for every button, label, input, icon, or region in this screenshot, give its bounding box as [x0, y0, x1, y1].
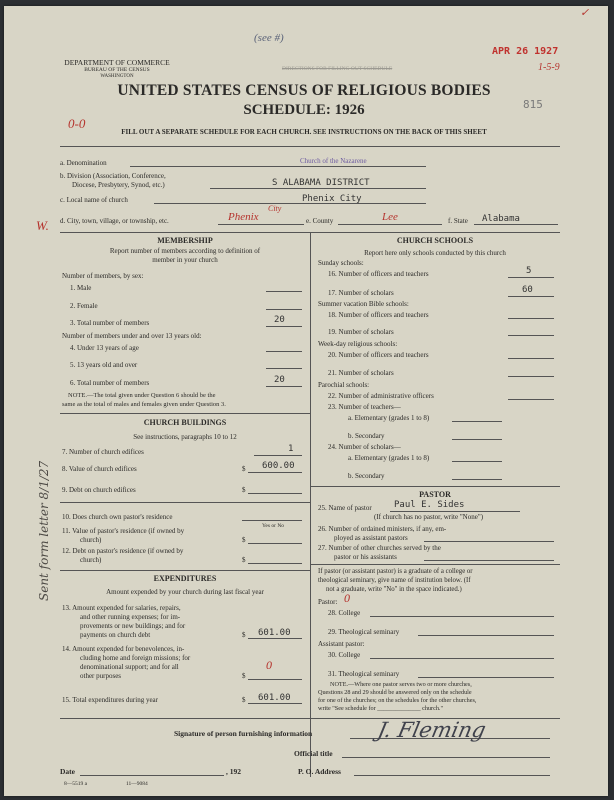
column-divider — [310, 232, 311, 777]
weekday-schools-label: Week-day religious schools: — [318, 340, 398, 348]
city-line — [218, 224, 304, 225]
q24b-label: b. Secondary — [348, 472, 385, 480]
q11-dollar: $ — [242, 536, 246, 544]
q12-dollar: $ — [242, 556, 246, 564]
division-line — [210, 188, 426, 189]
pastor-label: Pastor: — [318, 598, 338, 606]
q23b-line — [452, 439, 502, 440]
q25-label: 25. Name of pastor — [318, 504, 372, 512]
q8-line — [248, 472, 302, 473]
q21-label: 21. Number of scholars — [328, 369, 394, 377]
margin-note: Sent form letter 8/1/27 — [37, 460, 51, 601]
q5-over-13: 5. 13 years old and over — [70, 361, 138, 369]
q11-residence-value-2: church) — [80, 536, 102, 544]
local-name-label: c. Local name of church — [60, 196, 128, 204]
q24b-line — [452, 479, 502, 480]
assistant-pastor-label: Assistant pastor: — [318, 640, 365, 648]
local-name-line — [154, 203, 426, 204]
q22-line — [508, 399, 554, 400]
struck-heading: DIRECTIONS FOR FILLING OUT SCHEDULE — [282, 66, 393, 72]
q31-line — [418, 677, 554, 678]
q21-line — [508, 376, 554, 377]
q7-line — [254, 455, 302, 456]
pastor-value: 0 — [344, 591, 350, 605]
q14-value: 0 — [266, 658, 272, 672]
q13-dollar: $ — [242, 631, 246, 639]
county-line — [338, 224, 442, 225]
po-address-label: P. O. Address — [298, 767, 341, 776]
q12-residence-debt: 12. Debt on pastor's residence (if owned by — [62, 547, 184, 555]
membership-sub-2: member in your church — [152, 256, 218, 264]
pastor-note-2: Questions 28 and 29 should be answered only on the schedule — [318, 689, 472, 696]
denomination-value: Church of the Nazarene — [300, 157, 367, 165]
q14-label-3: denominational support; and for all — [80, 663, 179, 671]
stamp-code: 1-5-9 — [538, 62, 560, 73]
form-title: UNITED STATES CENSUS OF RELIGIOUS BODIES — [117, 82, 491, 99]
q13-line — [248, 638, 302, 639]
pastor-note-4: write "See schedule for ______________ church." — [318, 705, 443, 712]
q6-line — [266, 386, 302, 387]
divider — [60, 413, 310, 414]
schedule-title: SCHEDULE: 1926 — [243, 102, 365, 118]
schools-sub: Report here only schools conducted by this church — [364, 249, 506, 257]
graduate-instruction-2: theological seminary, give name of institution below. (If — [318, 577, 471, 584]
city-label: d. City, town, village, or township, etc. — [60, 217, 169, 225]
q4-under-13: 4. Under 13 years of age — [70, 344, 139, 352]
q8-value-edifices: 8. Value of church edifices — [62, 465, 137, 473]
q27-label-2: pastor or his assistants — [334, 553, 397, 561]
q1-male: 1. Male — [70, 284, 92, 292]
q28-label: 28. College — [328, 609, 361, 617]
q12-line — [248, 563, 302, 564]
official-title-line — [342, 757, 550, 758]
age-label: Number of members under and over 13 years old: — [62, 332, 202, 340]
schedule-number: 815 — [523, 98, 543, 111]
signature-label: Signature of person furnishing information — [174, 729, 313, 738]
buildings-heading: CHURCH BUILDINGS — [143, 418, 227, 427]
q24a-line — [452, 461, 502, 462]
po-address-line — [354, 775, 550, 776]
q11-line — [248, 543, 302, 544]
q20-label: 20. Number of officers and teachers — [328, 351, 429, 359]
state-line — [474, 224, 558, 225]
division-label: b. Division (Association, Conference, — [60, 172, 166, 180]
q7-edifices: 7. Number of church edifices — [62, 448, 144, 456]
q13-label: 13. Amount expended for salaries, repairs, — [62, 604, 181, 612]
graduate-instruction: If pastor (or assistant pastor) is a graduate of a college or — [318, 568, 473, 575]
q27-label: 27. Number of other churches served by the — [318, 544, 441, 552]
q14-label-4: other purposes — [80, 672, 122, 680]
q14-label: 14. Amount expended for benevolences, in- — [62, 645, 185, 653]
q3-total: 3. Total number of members — [70, 319, 150, 327]
q1-line — [266, 291, 302, 292]
q3-value: 20 — [274, 315, 285, 325]
sunday-schools-label: Sunday schools: — [318, 259, 364, 267]
red-code: 0-0 — [68, 116, 86, 131]
bureau-city: WASHINGTON — [100, 74, 134, 79]
denomination-line — [130, 166, 426, 167]
county-label: e. County — [306, 217, 334, 225]
q13-value: 601.00 — [258, 628, 291, 638]
parochial-schools-label: Parochial schools: — [318, 381, 370, 389]
q14-label-2: cluding home and foreign missions; for — [80, 654, 191, 662]
official-title-label: Official title — [294, 749, 333, 758]
summer-schools-label: Summer vacation Bible schools: — [318, 300, 409, 308]
expenditures-heading: EXPENDITURES — [153, 574, 217, 583]
signature: J. Fleming — [375, 718, 489, 742]
pastor-note-3: for one of the churches; on the schedules for the other churches, — [318, 697, 477, 704]
members-by-sex-label: Number of members, by sex: — [62, 272, 144, 280]
city-value: Phenix — [228, 211, 259, 223]
q16-value: 5 — [526, 266, 532, 276]
q26-label: 26. Number of ordained ministers, if any, em- — [318, 525, 447, 533]
q26-line — [424, 541, 554, 542]
q5-line — [266, 368, 302, 369]
q12-residence-debt-2: church) — [80, 556, 102, 564]
q25-value: Paul E. Sides — [394, 500, 465, 510]
q30-label: 30. College — [328, 651, 361, 659]
q11-residence-value: 11. Value of pastor's residence (if owned by — [62, 527, 185, 535]
q15-line — [248, 703, 302, 704]
divider — [310, 564, 560, 565]
denomination-label: a. Denomination — [60, 159, 107, 167]
q8-dollar: $ — [242, 465, 246, 473]
graduate-instruction-3: not a graduate, write "No" in the space indicated.) — [326, 586, 462, 593]
q23a-label: a. Elementary (grades 1 to 8) — [348, 414, 430, 422]
schools-heading: CHURCH SCHOOLS — [396, 236, 474, 245]
q19-line — [508, 335, 554, 336]
q14-line — [248, 679, 302, 680]
check-mark: ✓ — [580, 7, 590, 19]
q22-label: 22. Number of administrative officers — [328, 392, 434, 400]
divider — [60, 502, 310, 503]
q18-line — [508, 318, 554, 319]
q13-label-4: payments on church debt — [80, 631, 151, 639]
q31-label: 31. Theological seminary — [328, 670, 400, 678]
q13-label-3: provements or new buildings; and for — [80, 622, 186, 630]
date-label: Date — [60, 767, 75, 776]
q15-total: 15. Total expenditures during year — [62, 696, 158, 704]
state-value: Alabama — [482, 214, 520, 224]
q17-label: 17. Number of scholars — [328, 289, 394, 297]
q8-value: 600.00 — [262, 461, 295, 471]
date-line — [80, 775, 224, 776]
membership-note: NOTE.—The total given under Question 6 should be the — [68, 392, 216, 399]
divider — [60, 146, 560, 147]
bureau-name: BUREAU OF THE CENSUS — [84, 67, 150, 73]
q15-value: 601.00 — [258, 693, 291, 703]
q10-line — [242, 520, 302, 521]
q20-line — [508, 358, 554, 359]
q17-line — [508, 296, 554, 297]
q3-line — [266, 326, 302, 327]
date-year: , 192 — [226, 767, 241, 776]
buildings-sub: See instructions, paragraphs 10 to 12 — [133, 433, 237, 441]
city-value-2: City — [268, 204, 282, 213]
yes-no-hint: Yes or No — [262, 523, 285, 529]
state-label: f. State — [448, 217, 468, 225]
q27-line — [424, 560, 554, 561]
q9-line — [248, 493, 302, 494]
q25-note: (If church has no pastor, write "None") — [374, 513, 484, 521]
q13-label-2: and other running expenses; for im- — [80, 613, 181, 621]
census-schedule-page — [4, 6, 608, 796]
q28-line — [370, 616, 554, 617]
membership-note-2: same as the total of males and females given under Question 3. — [62, 401, 226, 408]
q10-residence: 10. Does church own pastor's residence — [62, 513, 173, 521]
pastor-note: NOTE.—Where one pastor serves two or more churches, — [330, 681, 472, 688]
divider — [60, 570, 310, 571]
q14-dollar: $ — [242, 672, 246, 680]
q15-dollar: $ — [242, 696, 246, 704]
q18-label: 18. Number of officers and teachers — [328, 311, 429, 319]
q30-line — [370, 658, 554, 659]
q2-female: 2. Female — [70, 302, 98, 310]
q25-line — [390, 511, 520, 512]
q4-line — [266, 351, 302, 352]
local-name-value: Phenix City — [302, 194, 362, 204]
q16-label: 16. Number of officers and teachers — [328, 270, 429, 278]
expenditures-sub: Amount expended by your church during last fiscal year — [106, 588, 264, 596]
membership-heading: MEMBERSHIP — [157, 236, 213, 245]
q19-label: 19. Number of scholars — [328, 328, 394, 336]
q26-label-2: ployed as assistant pastors — [334, 534, 408, 542]
q23-label: 23. Number of teachers— — [328, 403, 401, 411]
q9-debt: 9. Debt on church edifices — [62, 486, 136, 494]
division-label-2: Diocese, Presbytery, Synod, etc.) — [72, 181, 165, 189]
divider — [310, 486, 560, 487]
received-stamp: APR 26 1927 — [492, 46, 559, 57]
q17-value: 60 — [522, 285, 533, 295]
q6-value: 20 — [274, 375, 285, 385]
q29-line — [418, 635, 554, 636]
q7-value: 1 — [288, 444, 294, 454]
print-number: 11—9084 — [126, 781, 148, 787]
membership-sub: Report number of members according to definition of — [109, 247, 261, 255]
q23a-line — [452, 421, 502, 422]
q29-label: 29. Theological seminary — [328, 628, 400, 636]
q9-dollar: $ — [242, 486, 246, 494]
q16-line — [508, 277, 554, 278]
q24a-label: a. Elementary (grades 1 to 8) — [348, 454, 430, 462]
q24-label: 24. Number of scholars— — [328, 443, 401, 451]
w-mark: W. — [36, 218, 49, 233]
pastor-heading: PASTOR — [419, 490, 451, 499]
q6-total: 6. Total number of members — [70, 379, 150, 387]
department-name: DEPARTMENT OF COMMERCE — [64, 58, 170, 67]
q2-line — [266, 309, 302, 310]
instruction-line: FILL OUT A SEPARATE SCHEDULE FOR EACH CHURCH. SEE INSTRUCTIONS ON THE BACK OF THIS SHEET — [121, 128, 487, 136]
division-value: S ALABAMA DISTRICT — [272, 178, 370, 188]
pencil-note: (see #) — [254, 32, 284, 44]
form-number: 8—5519 a — [64, 781, 88, 787]
q23b-label: b. Secondary — [348, 432, 385, 440]
county-value: Lee — [382, 211, 398, 223]
